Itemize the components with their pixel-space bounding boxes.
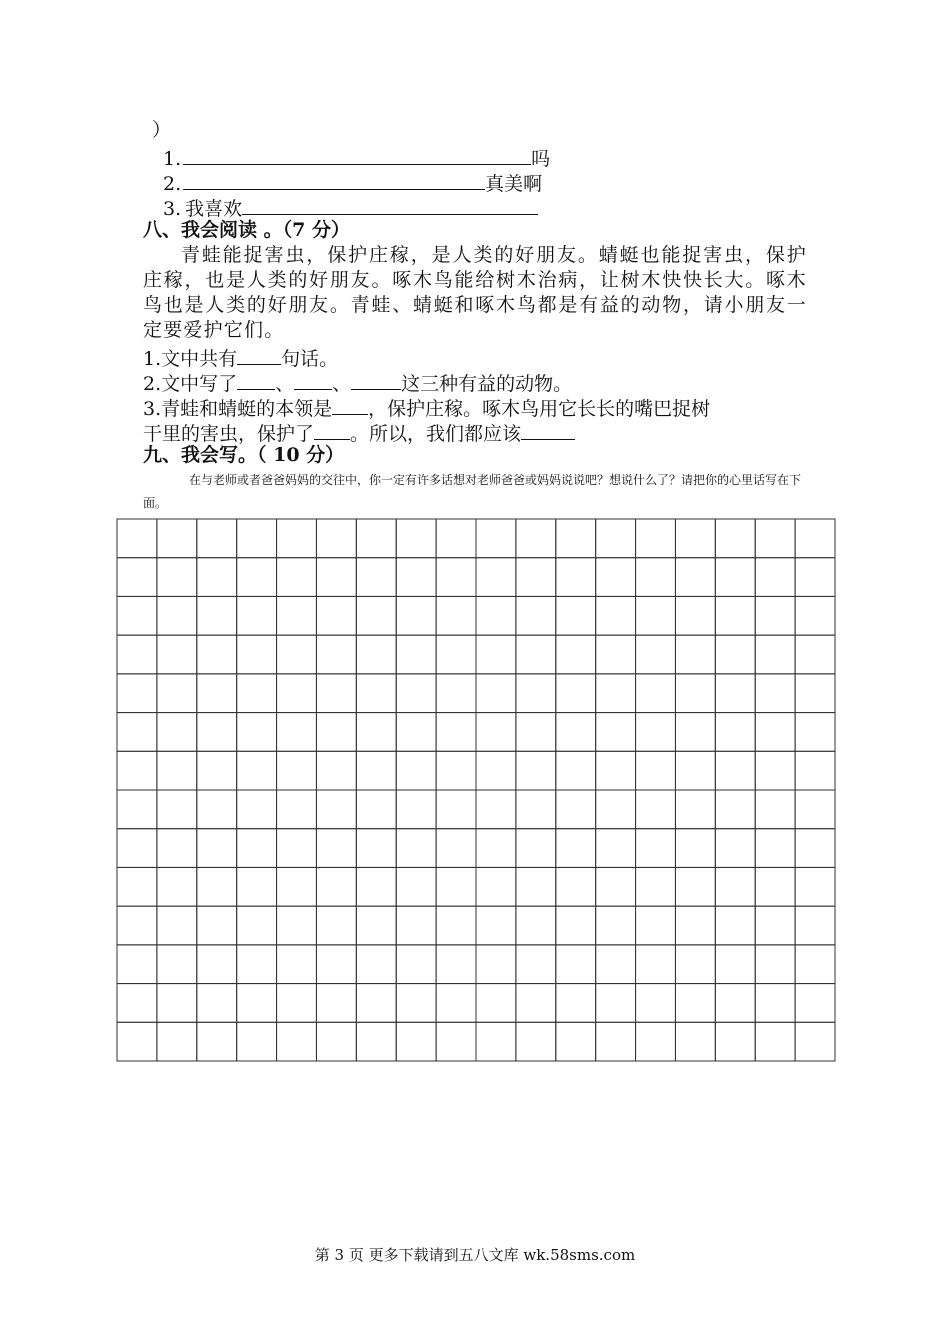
item-3-blank[interactable] [242,195,538,215]
grid-cell[interactable] [476,713,516,752]
q2-blank-1[interactable] [237,370,275,390]
grid-cell[interactable] [277,596,317,635]
grid-cell[interactable] [795,984,835,1023]
grid-cell[interactable] [396,984,436,1023]
q3-blank-3[interactable] [521,420,575,440]
grid-cell[interactable] [636,674,676,713]
grid-cell[interactable] [277,829,317,868]
grid-cell[interactable] [316,984,356,1023]
grid-cell[interactable] [715,984,755,1023]
grid-cell[interactable] [596,829,636,868]
q2-separator-1: 、 [275,373,295,395]
grid-cell[interactable] [356,751,396,790]
grid-cell[interactable] [715,790,755,829]
grid-cell[interactable] [436,984,476,1023]
grid-cell[interactable] [117,519,157,558]
grid-cell[interactable] [715,674,755,713]
grid-cell[interactable] [755,713,795,752]
grid-cell[interactable] [675,674,715,713]
grid-cell[interactable] [396,519,436,558]
grid-cell[interactable] [316,558,356,597]
grid-cell[interactable] [356,519,396,558]
grid-cell[interactable] [476,519,516,558]
grid-cell[interactable] [795,906,835,945]
grid-cell[interactable] [436,790,476,829]
grid-cell[interactable] [356,674,396,713]
grid-cell[interactable] [356,558,396,597]
grid-cell[interactable] [436,945,476,984]
grid-cell[interactable] [636,945,676,984]
grid-cell[interactable] [675,945,715,984]
grid-cell[interactable] [157,713,197,752]
grid-cell[interactable] [356,945,396,984]
grid-cell[interactable] [755,519,795,558]
grid-cell[interactable] [715,635,755,674]
question-2 [143,370,572,397]
grid-cell[interactable] [516,558,556,597]
grid-cell[interactable] [636,751,676,790]
grid-cell[interactable] [237,867,277,906]
grid-cell[interactable] [516,829,556,868]
grid-cell[interactable] [396,1022,436,1061]
item-1-number: 1. [163,148,182,170]
page-footer: 第 3 页 更多下载请到五八文库 wk.58sms.com [314,1246,636,1264]
q2-blank-3[interactable] [351,370,401,390]
grid-cell[interactable] [675,1022,715,1061]
grid-cell[interactable] [237,906,277,945]
grid-cell[interactable] [755,674,795,713]
grid-cell[interactable] [237,713,277,752]
grid-cell[interactable] [755,558,795,597]
grid-cell[interactable] [556,867,596,906]
q3-text-d: 。所以，我们都应该 [350,423,522,445]
grid-cell[interactable] [316,945,356,984]
grid-cell[interactable] [396,751,436,790]
grid-cell[interactable] [476,558,516,597]
grid-cell[interactable] [157,829,197,868]
grid-cell[interactable] [316,519,356,558]
grid-cell[interactable] [596,906,636,945]
grid-cell[interactable] [755,829,795,868]
grid-cell[interactable] [636,906,676,945]
grid-cell[interactable] [596,558,636,597]
grid-cell[interactable] [636,984,676,1023]
grid-cell[interactable] [197,906,237,945]
grid-cell[interactable] [476,829,516,868]
q1-blank[interactable] [237,345,281,365]
grid-cell[interactable] [675,558,715,597]
grid-cell[interactable] [476,867,516,906]
q2-text-b: 这三种有益的动物。 [401,373,573,395]
grid-cell[interactable] [636,596,676,635]
grid-cell[interactable] [715,519,755,558]
grid-cell[interactable] [117,829,157,868]
grid-cell[interactable] [715,945,755,984]
grid-cell[interactable] [675,906,715,945]
grid-cell[interactable] [237,519,277,558]
grid-cell[interactable] [356,829,396,868]
grid-cell[interactable] [117,867,157,906]
grid-cell[interactable] [516,945,556,984]
grid-cell[interactable] [795,945,835,984]
grid-cell[interactable] [436,751,476,790]
grid-cell[interactable] [396,596,436,635]
grid-cell[interactable] [197,1022,237,1061]
grid-cell[interactable] [277,751,317,790]
grid-cell[interactable] [356,906,396,945]
q1-text-a: 1.文中共有 [143,348,238,370]
grid-cell[interactable] [556,906,596,945]
grid-cell[interactable] [516,713,556,752]
grid-cell[interactable] [516,906,556,945]
grid-cell[interactable] [237,674,277,713]
grid-cell[interactable] [556,635,596,674]
grid-cell[interactable] [795,1022,835,1061]
grid-cell[interactable] [795,596,835,635]
grid-cell[interactable] [556,790,596,829]
grid-cell[interactable] [436,519,476,558]
grid-cell[interactable] [157,984,197,1023]
grid-cell[interactable] [636,829,676,868]
grid-cell[interactable] [516,751,556,790]
q3-blank-1[interactable] [332,395,368,415]
grid-cell[interactable] [237,1022,277,1061]
grid-cell[interactable] [596,751,636,790]
grid-cell[interactable] [516,635,556,674]
grid-cell[interactable] [516,596,556,635]
grid-cell[interactable] [636,558,676,597]
grid-cell[interactable] [636,635,676,674]
grid-cell[interactable] [436,558,476,597]
grid-cell[interactable] [316,751,356,790]
grid-cell[interactable] [795,829,835,868]
grid-cell[interactable] [556,713,596,752]
grid-cell[interactable] [755,596,795,635]
grid-cell[interactable] [396,674,436,713]
q2-blank-2[interactable] [294,370,332,390]
grid-cell[interactable] [157,790,197,829]
q3-text-c: 干里的害虫，保护了 [143,423,315,445]
grid-cell[interactable] [436,867,476,906]
grid-cell[interactable] [795,751,835,790]
grid-cell[interactable] [237,596,277,635]
grid-cell[interactable] [476,1022,516,1061]
grid-cell[interactable] [277,558,317,597]
grid-cell[interactable] [277,635,317,674]
grid-cell[interactable] [316,1022,356,1061]
grid-cell[interactable] [556,829,596,868]
grid-cell[interactable] [356,867,396,906]
grid-cell[interactable] [476,751,516,790]
grid-cell[interactable] [636,713,676,752]
grid-cell[interactable] [117,906,157,945]
writing-grid[interactable] [116,518,836,1062]
grid-cell[interactable] [197,867,237,906]
grid-cell[interactable] [556,558,596,597]
grid-cell[interactable] [476,635,516,674]
grid-cell[interactable] [755,984,795,1023]
grid-cell[interactable] [556,751,596,790]
grid-cell[interactable] [755,635,795,674]
grid-cell[interactable] [316,635,356,674]
grid-cell[interactable] [636,790,676,829]
grid-cell[interactable] [316,790,356,829]
item-1-suffix: 吗 [531,148,551,170]
grid-cell[interactable] [675,713,715,752]
grid-cell[interactable] [117,596,157,635]
grid-cell[interactable] [396,558,436,597]
q3-text-b: ，保护庄稼。啄木鸟用它长长的嘴巴捉树 [368,398,711,420]
section-9-heading: 九、我会写。（ 10 分） [143,444,345,466]
grid-cell[interactable] [197,790,237,829]
grid-cell[interactable] [197,596,237,635]
grid-cell[interactable] [715,713,755,752]
grid-cell[interactable] [356,596,396,635]
grid-cell[interactable] [715,906,755,945]
grid-cell[interactable] [516,867,556,906]
grid-cell[interactable] [197,519,237,558]
sentence-item-2 [163,170,542,197]
grid-cell[interactable] [556,984,596,1023]
grid-cell[interactable] [117,751,157,790]
grid-cell[interactable] [675,596,715,635]
grid-cell[interactable] [356,790,396,829]
grid-cell[interactable] [157,674,197,713]
grid-cell[interactable] [795,519,835,558]
grid-cell[interactable] [197,635,237,674]
grid-cell[interactable] [396,829,436,868]
grid-cell[interactable] [675,751,715,790]
grid-cell[interactable] [117,1022,157,1061]
grid-cell[interactable] [277,519,317,558]
grid-cell[interactable] [197,751,237,790]
grid-cell[interactable] [755,906,795,945]
grid-cell[interactable] [675,867,715,906]
grid-cell[interactable] [516,790,556,829]
grid-cell[interactable] [237,945,277,984]
grid-cell[interactable] [316,906,356,945]
grid-cell[interactable] [755,1022,795,1061]
grid-cell[interactable] [675,829,715,868]
grid-cell[interactable] [675,635,715,674]
grid-cell[interactable] [755,867,795,906]
grid-cell[interactable] [316,674,356,713]
grid-cell[interactable] [636,867,676,906]
grid-cell[interactable] [157,751,197,790]
grid-cell[interactable] [436,713,476,752]
grid-cell[interactable] [157,906,197,945]
grid-cell[interactable] [396,713,436,752]
grid-cell[interactable] [117,558,157,597]
grid-cell[interactable] [675,984,715,1023]
grid-cell[interactable] [596,713,636,752]
grid-cell[interactable] [117,713,157,752]
grid-cell[interactable] [675,790,715,829]
grid-cell[interactable] [596,945,636,984]
grid-cell[interactable] [396,790,436,829]
grid-cell[interactable] [476,906,516,945]
grid-cell[interactable] [316,867,356,906]
grid-cell[interactable] [157,945,197,984]
grid-cell[interactable] [556,945,596,984]
section-8-heading: 八、我会阅读 。（7 分） [143,219,350,241]
grid-cell[interactable] [675,519,715,558]
grid-cell[interactable] [277,674,317,713]
grid-cell[interactable] [516,519,556,558]
grid-cell[interactable] [157,596,197,635]
grid-cell[interactable] [596,1022,636,1061]
q2-separator-2: 、 [332,373,352,395]
grid-cell[interactable] [237,790,277,829]
item-3-prefix: 我喜欢 [185,198,243,220]
grid-cell[interactable] [436,674,476,713]
grid-cell[interactable] [755,790,795,829]
grid-cell[interactable] [117,674,157,713]
grid-cell[interactable] [715,1022,755,1061]
grid-cell[interactable] [556,1022,596,1061]
item-2-suffix: 真美啊 [485,173,543,195]
item-1-blank[interactable] [183,145,531,165]
grid-cell[interactable] [436,596,476,635]
grid-cell[interactable] [596,867,636,906]
grid-cell[interactable] [157,1022,197,1061]
grid-cell[interactable] [197,558,237,597]
grid-cell[interactable] [556,674,596,713]
q1-text-b: 句话。 [281,348,339,370]
grid-cell[interactable] [516,984,556,1023]
grid-cell[interactable] [157,519,197,558]
grid-cell[interactable] [516,1022,556,1061]
grid-cell[interactable] [197,984,237,1023]
grid-cell[interactable] [755,945,795,984]
grid-cell[interactable] [795,674,835,713]
grid-cell[interactable] [117,984,157,1023]
grid-cell[interactable] [436,635,476,674]
grid-cell[interactable] [596,674,636,713]
grid-cell[interactable] [476,984,516,1023]
grid-cell[interactable] [596,519,636,558]
grid-cell[interactable] [316,596,356,635]
grid-cell[interactable] [636,1022,676,1061]
grid-cell[interactable] [277,790,317,829]
grid-cell[interactable] [117,945,157,984]
reading-passage: 青蛙能捉害虫，保护庄稼，是人类的好朋友。蜻蜓也能捉害虫，保护庄稼，也是人类的好朋友。啄木鸟能给树木治病，让树木快快长大。啄木鸟也是人类的好朋友。青蛙、蜻蜓和啄木鸟都是有益的动物，请小朋友一定要爱护它们。 [143,244,807,341]
question-1 [143,345,338,372]
grid-cell[interactable] [237,558,277,597]
item-2-blank[interactable] [183,170,485,190]
grid-cell[interactable] [755,751,795,790]
grid-cell[interactable] [117,635,157,674]
grid-cell[interactable] [715,829,755,868]
sentence-item-1 [163,145,550,172]
grid-cell[interactable] [795,867,835,906]
item-2-number: 2. [163,173,182,195]
grid-cell[interactable] [556,519,596,558]
grid-cell[interactable] [795,790,835,829]
grid-cell[interactable] [636,519,676,558]
grid-cell[interactable] [356,635,396,674]
grid-cell[interactable] [197,945,237,984]
grid-cell[interactable] [117,790,157,829]
q3-blank-2[interactable] [314,420,350,440]
grid-cell[interactable] [795,713,835,752]
grid-cell[interactable] [436,1022,476,1061]
grid-cell[interactable] [476,945,516,984]
grid-cell[interactable] [237,635,277,674]
grid-cell[interactable] [157,867,197,906]
grid-cell[interactable] [715,558,755,597]
grid-cell[interactable] [715,596,755,635]
grid-cell[interactable] [237,829,277,868]
grid-cell[interactable] [277,906,317,945]
grid-cell[interactable] [476,596,516,635]
grid-cell[interactable] [436,829,476,868]
grid-cell[interactable] [596,790,636,829]
grid-cell[interactable] [436,906,476,945]
grid-cell[interactable] [277,867,317,906]
question-3-line-1 [143,395,710,422]
grid-cell[interactable] [516,674,556,713]
grid-cell[interactable] [476,790,516,829]
grid-cell[interactable] [237,984,277,1023]
grid-cell[interactable] [715,867,755,906]
writing-prompt: 在与老师或者爸爸妈妈的交往中，你一定有许多话想对老师爸爸或妈妈说说吧？想说什么了？请把你的心里话写在下面。 [143,473,802,510]
grid-cell[interactable] [715,751,755,790]
grid-cell[interactable] [157,558,197,597]
grid-cell[interactable] [197,829,237,868]
grid-cell[interactable] [277,945,317,984]
closing-bracket: ） [152,119,172,141]
grid-cell[interactable] [396,635,436,674]
grid-cell[interactable] [356,984,396,1023]
q3-text-a: 3.青蛙和蜻蜓的本领是 [143,398,333,420]
grid-cell[interactable] [237,751,277,790]
grid-cell[interactable] [356,1022,396,1061]
grid-cell[interactable] [356,713,396,752]
grid-cell[interactable] [157,635,197,674]
grid-cell[interactable] [596,984,636,1023]
grid-cell[interactable] [316,713,356,752]
grid-cell[interactable] [596,635,636,674]
grid-cell[interactable] [197,713,237,752]
grid-cell[interactable] [795,558,835,597]
grid-cell[interactable] [277,713,317,752]
grid-cell[interactable] [316,829,356,868]
grid-cell[interactable] [596,596,636,635]
grid-cell[interactable] [396,867,436,906]
grid-cell[interactable] [277,984,317,1023]
grid-cell[interactable] [396,945,436,984]
item-3-number: 3. [163,198,182,220]
grid-cell[interactable] [197,674,237,713]
grid-cell[interactable] [795,635,835,674]
q2-text-a: 2.文中写了 [143,373,238,395]
grid-cell[interactable] [556,596,596,635]
grid-cell[interactable] [277,1022,317,1061]
grid-cell[interactable] [396,906,436,945]
grid-cell[interactable] [476,674,516,713]
